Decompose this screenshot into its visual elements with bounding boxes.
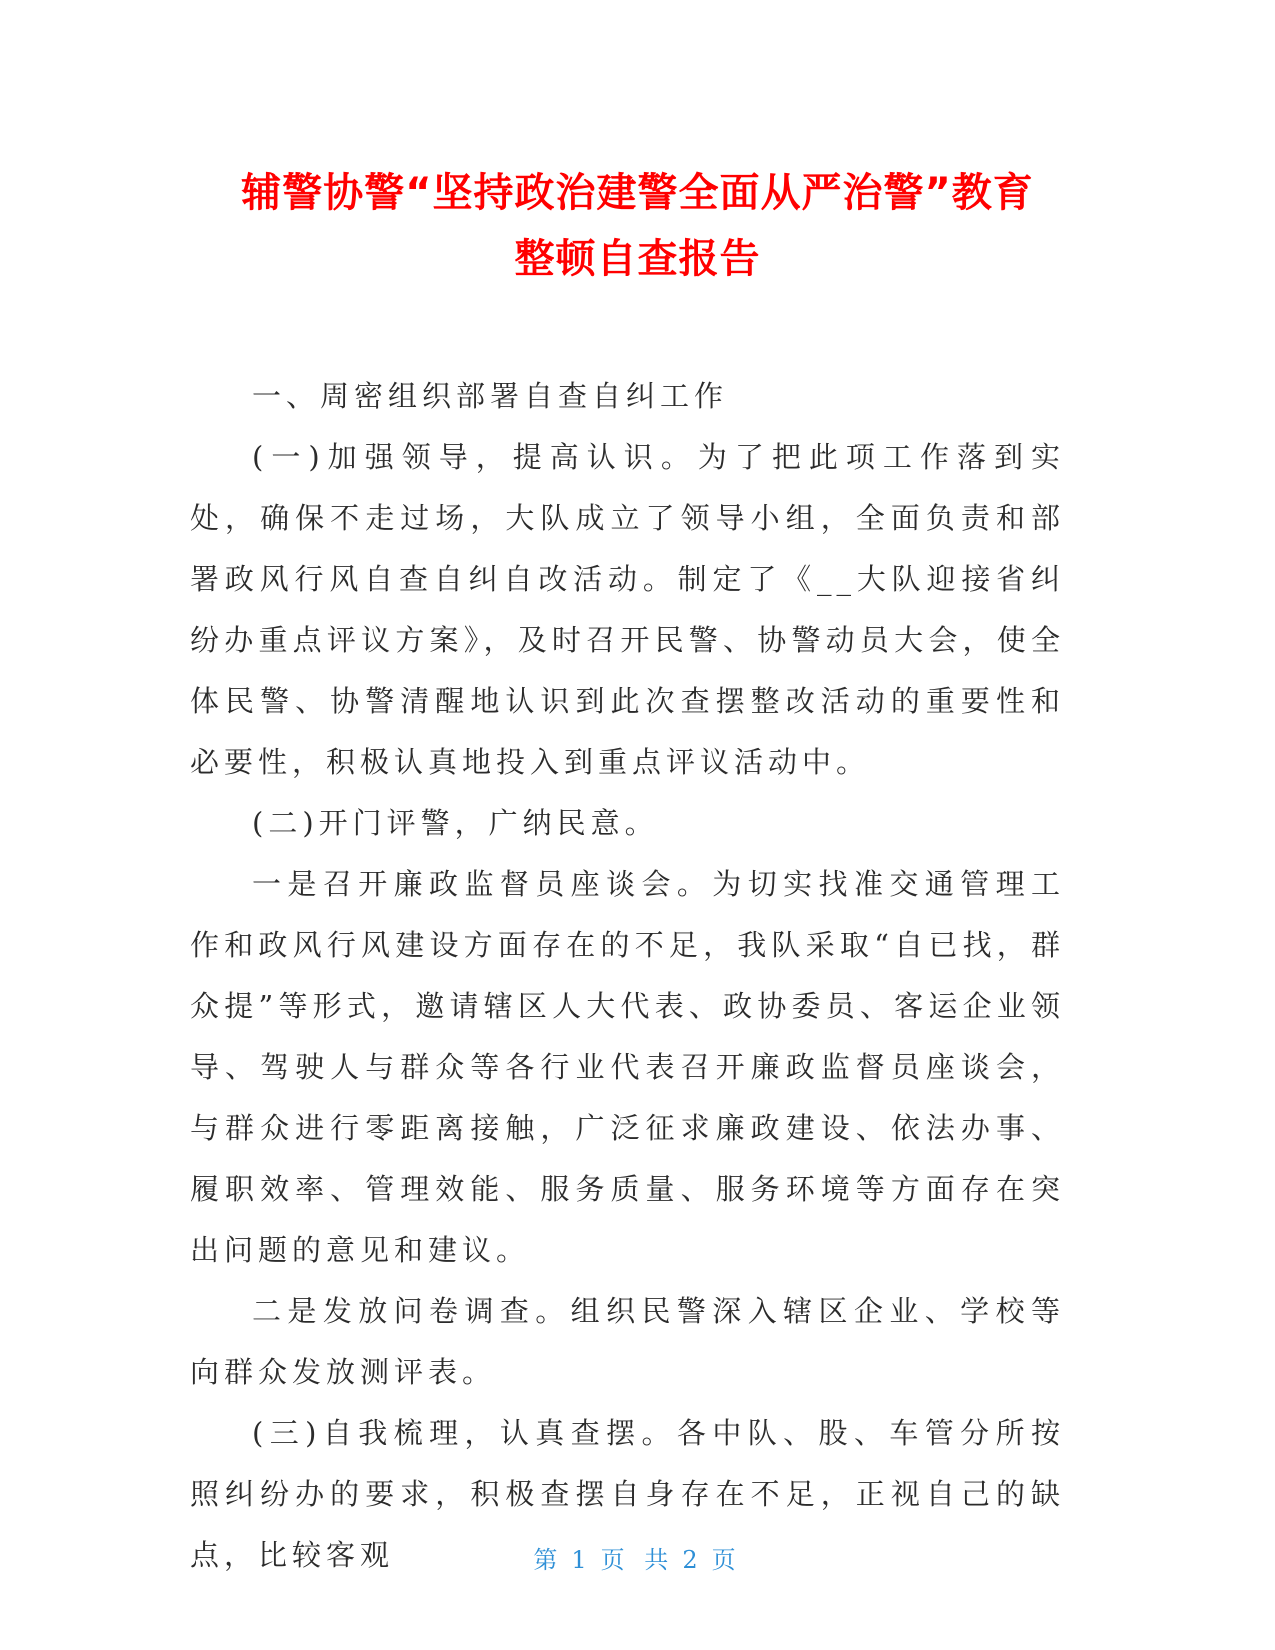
total-pages-number: 2 [682, 1546, 704, 1574]
page-number-footer [0, 1540, 1275, 1575]
current-page-number: 1 [571, 1546, 593, 1574]
paragraph: (二)开门评警，广纳民意。 [252, 806, 659, 840]
title-line-2: 整顿自查报告 [514, 236, 761, 282]
title-line-1: 辅警协警“坚持政治建警全面从严治警”教育 [241, 170, 1034, 216]
document-title [160, 160, 1115, 292]
footer-suffix: 页 [711, 1546, 742, 1574]
section-heading: 一、周密组织部署自查自纠工作 [252, 379, 729, 413]
paragraph: 二是发放问卷调查。组织民警深入辖区企业、学校等向群众发放测评表。 [190, 1294, 1065, 1389]
paragraph: 一是召开廉政监督员座谈会。为切实找准交通管理工作和政风行风建设方面存在的不足，我队采取“自已找，群众提”等形式，邀请辖区人大代表、政协委员、客运企业领导、驾驶人与群众等各行业代表召开廉政监督员座谈会，与群众进行零距离接触，广泛征求廉政建设、依法办事、履职效率、管理效能、服务质量、服务环境等方面存在突出问题的意见和建议。 [190, 867, 1065, 1267]
document-body [190, 366, 1065, 1586]
footer-prefix: 第 [533, 1546, 564, 1574]
paragraph: (一)加强领导，提高认识。为了把此项工作落到实处，确保不走过场，大队成立了领导小组，全面负责和部署政风行风自查自纠自改活动。制定了《__大队迎接省纠纷办重点评议方案》，及时召开民警、协警动员大会，使全体民警、协警清醒地认识到此次查摆整改活动的重要性和必要性，积极认真地投入到重点评议活动中。 [190, 440, 1065, 779]
paragraph: (三)自我梳理，认真查摆。各中队、股、车管分所按照纠纷办的要求，积极查摆自身存在不足，正视自己的缺点，比较客观 [190, 1416, 1065, 1572]
footer-middle: 页 共 [600, 1546, 675, 1574]
